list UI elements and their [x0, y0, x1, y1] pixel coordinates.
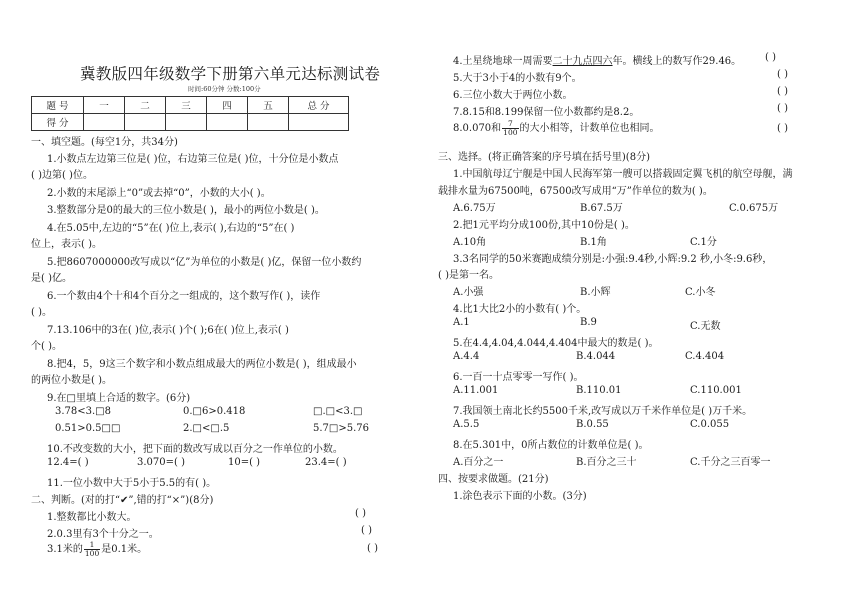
section-3-heading: 三、选择。(将正确答案的序号填在括号里)(8分) [438, 152, 650, 163]
q9-item: □.□<3.□ [313, 406, 363, 417]
question-4: 4.在5.05中,左边的“5”在( )位上,表示( ),右边的“5”在( ) [47, 223, 295, 234]
choice-2-option-b: B.1角 [580, 237, 607, 248]
score-table-score-row [32, 114, 349, 131]
choice-3-option-c: C.小冬 [685, 287, 716, 298]
question-11: 11.一位小数中大于5小于5.5的有( )。 [47, 478, 217, 489]
judge-4 [453, 52, 741, 67]
choice-1: 1.中国航母辽宁舰是中国人民海军第一艘可以搭载固定翼飞机的航空母舰，满 [453, 169, 793, 180]
q10-item: 3.070=( ) [137, 457, 185, 468]
choice-7-option-b: B.0.55 [576, 419, 609, 430]
q9-item: 3.78<3.□8 [55, 406, 111, 417]
choice-5: 5.在4.4,4.04,4.044,4.404中最大的数是( )。 [453, 338, 659, 349]
choice-3-cont: ( )是第一名。 [438, 270, 499, 281]
q9-item: 0.51>0.5□□ [55, 423, 121, 434]
score-header: 四 [207, 97, 248, 114]
fraction [502, 120, 518, 137]
score-header: 二 [125, 97, 166, 114]
choice-1-option-b: B.67.5万 [580, 203, 623, 214]
choice-6-option-a: A.11.001 [453, 385, 499, 396]
q10-item: 23.4=( ) [305, 457, 347, 468]
judge-7: 7.8.15和8.199保留一位小数都约是8.2。 [453, 107, 640, 118]
score-table [31, 96, 349, 131]
judge-3-answer[interactable]: ( ) [367, 543, 378, 554]
choice-2: 2.把1元平均分成100份,其中10份是( )。 [453, 220, 635, 231]
q9-item: 0.□6>0.418 [183, 406, 246, 417]
question-1: 1.小数点左边第三位是( )位，右边第三位是( )位，十分位是小数点 [47, 154, 339, 165]
judge-2: 2.0.3里有3个十分之一。 [47, 529, 159, 540]
score-header: 五 [248, 97, 289, 114]
score-header: 三 [166, 97, 207, 114]
judge-4-underlined: 二十九点四六 [552, 56, 613, 67]
section-4-heading: 四、按要求做题。(21分) [438, 474, 549, 485]
q9-item: 5.7□>5.76 [313, 423, 369, 434]
question-9: 9.在□里填上合适的数字。(6分) [47, 393, 191, 404]
section-1-heading: 一、填空题。(每空1分，共34分) [31, 137, 178, 148]
judge-3 [47, 540, 147, 558]
judge-4-text: 年。横线上的数写作29.46。 [612, 56, 742, 67]
question-5-cont: 是( )亿。 [31, 273, 72, 284]
choice-2-option-c: C.1分 [690, 237, 717, 248]
judge-4-answer[interactable]: ( ) [765, 52, 776, 63]
score-cell[interactable] [84, 114, 125, 131]
choice-6-option-c: C.110.001 [690, 385, 742, 396]
choice-5-option-b: B.4.044 [576, 351, 616, 362]
question-4-cont: 位上，表示( )。 [31, 239, 102, 250]
question-6-cont: ( )。 [31, 307, 52, 318]
fraction-numerator: 1 [84, 541, 100, 550]
question-10: 10.不改变数的大小，把下面的数改写成以百分之一作单位的小数。 [47, 444, 343, 455]
choice-4-option-c: C.无数 [690, 321, 721, 332]
score-cell[interactable] [248, 114, 289, 131]
q9-item: 2.□<□.5 [183, 423, 230, 434]
score-table-header-row [32, 97, 349, 114]
score-cell[interactable] [207, 114, 248, 131]
score-header: 一 [84, 97, 125, 114]
judge-5: 5.大于3小于4的小数有9个。 [453, 73, 582, 84]
score-header: 题 号 [32, 97, 84, 114]
page-title: 冀教版四年级数学下册第六单元达标测试卷 [80, 65, 381, 83]
choice-2-option-a: A.10角 [453, 237, 487, 248]
choice-6: 6.一百一十点零零一写作( )。 [453, 372, 584, 383]
choice-4-option-b: B.9 [580, 317, 597, 328]
q10-item: 12.4=( ) [47, 457, 89, 468]
choice-3-option-a: A.小强 [453, 287, 484, 298]
choice-5-option-a: A.4.4 [453, 351, 480, 362]
fraction-denominator: 100 [503, 128, 518, 137]
fraction [84, 541, 100, 558]
choice-8: 8.在5.301中，0所占数位的计数单位是( )。 [453, 440, 649, 451]
choice-5-option-c: C.4.404 [685, 351, 725, 362]
judge-5-answer[interactable]: ( ) [777, 69, 788, 80]
judge-8-text: 8.0.070和 [453, 123, 502, 134]
choice-6-option-b: B.110.01 [576, 385, 622, 396]
question-5: 5.把8607000000改写成以“亿”为单位的小数是( )亿，保留一位小数约 [47, 257, 362, 268]
score-header: 总 分 [289, 97, 349, 114]
question-7-cont: 个( )。 [31, 341, 62, 352]
exam-info: 时间:60分钟 分数:100分 [188, 85, 261, 93]
section-2-heading: 二、判断。(对的打“✔”,错的打“×”)(8分) [31, 495, 214, 506]
question-3: 3.整数部分是0的最大的三位小数是( )，最小的两位小数是( )。 [47, 205, 325, 216]
choice-7-option-c: C.0.055 [690, 419, 730, 430]
score-cell[interactable] [125, 114, 166, 131]
question-8-cont: 的两位小数是( )。 [31, 375, 112, 386]
q10-item: 10=( ) [228, 457, 261, 468]
question-2: 2.小数的末尾添上“0”或去掉“0”，小数的大小( )。 [47, 188, 271, 199]
choice-1-option-a: A.6.75万 [453, 203, 496, 214]
choice-3: 3.3名同学的50米赛跑成绩分别是:小强:9.4秒,小辉:9.2 秒,小冬:9.6秒， [453, 254, 773, 265]
judge-1: 1.整数都比小数大。 [47, 512, 137, 523]
fraction-denominator: 100 [84, 549, 100, 558]
choice-7: 7.我国领土南北长约5500千米,改写成以万千米作单位是( )万千米。 [453, 406, 753, 417]
judge-6-answer[interactable]: ( ) [777, 86, 788, 97]
question-6: 6.一个数由4个十和4个百分之一组成的，这个数写作( )，读作 [47, 291, 321, 302]
judge-6: 6.三位小数大于两位小数。 [453, 90, 573, 101]
judge-8 [453, 119, 660, 137]
judge-7-answer[interactable]: ( ) [777, 103, 788, 114]
fraction-numerator: 7 [502, 120, 518, 129]
judge-3-text: 是0.1米。 [101, 544, 148, 555]
question-8: 8.把4，5，9这三个数字和小数点组成最大的两位小数是( )，组成最小 [47, 359, 357, 370]
judge-1-answer[interactable]: ( ) [355, 508, 366, 519]
choice-3-option-b: B.小辉 [580, 287, 611, 298]
judge-3-text: 3.1米的 [47, 544, 83, 555]
choice-8-option-a: A.百分之一 [453, 457, 504, 468]
question-1-cont: ( )边第( )位。 [31, 170, 93, 181]
score-cell[interactable] [289, 114, 349, 131]
judge-8-answer[interactable]: ( ) [777, 123, 788, 134]
choice-7-option-a: A.5.5 [453, 419, 480, 430]
question-7: 7.13.106中的3在( )位,表示( )个( );6在( )位上,表示( ) [47, 325, 289, 336]
choice-4: 4.比1大比2小的小数有( )个。 [453, 304, 587, 315]
score-row-label: 得 分 [32, 114, 84, 131]
choice-1-cont: 载排水量为67500吨，67500改写成用“万”作单位的数为( )。 [438, 186, 713, 197]
judge-2-answer[interactable]: ( ) [361, 525, 372, 536]
score-cell[interactable] [166, 114, 207, 131]
choice-8-option-b: B.百分之三十 [576, 457, 637, 468]
judge-8-text: 的大小相等，计数单位也相同。 [519, 123, 660, 134]
choice-4-option-a: A.1 [453, 317, 470, 328]
choice-8-option-c: C.千分之三百零一 [690, 457, 771, 468]
judge-4-text: 4.土星绕地球一周需要 [453, 56, 553, 67]
choice-1-option-c: C.0.675万 [729, 203, 779, 214]
draw-question-1: 1.涂色表示下面的小数。(3分) [453, 491, 587, 502]
